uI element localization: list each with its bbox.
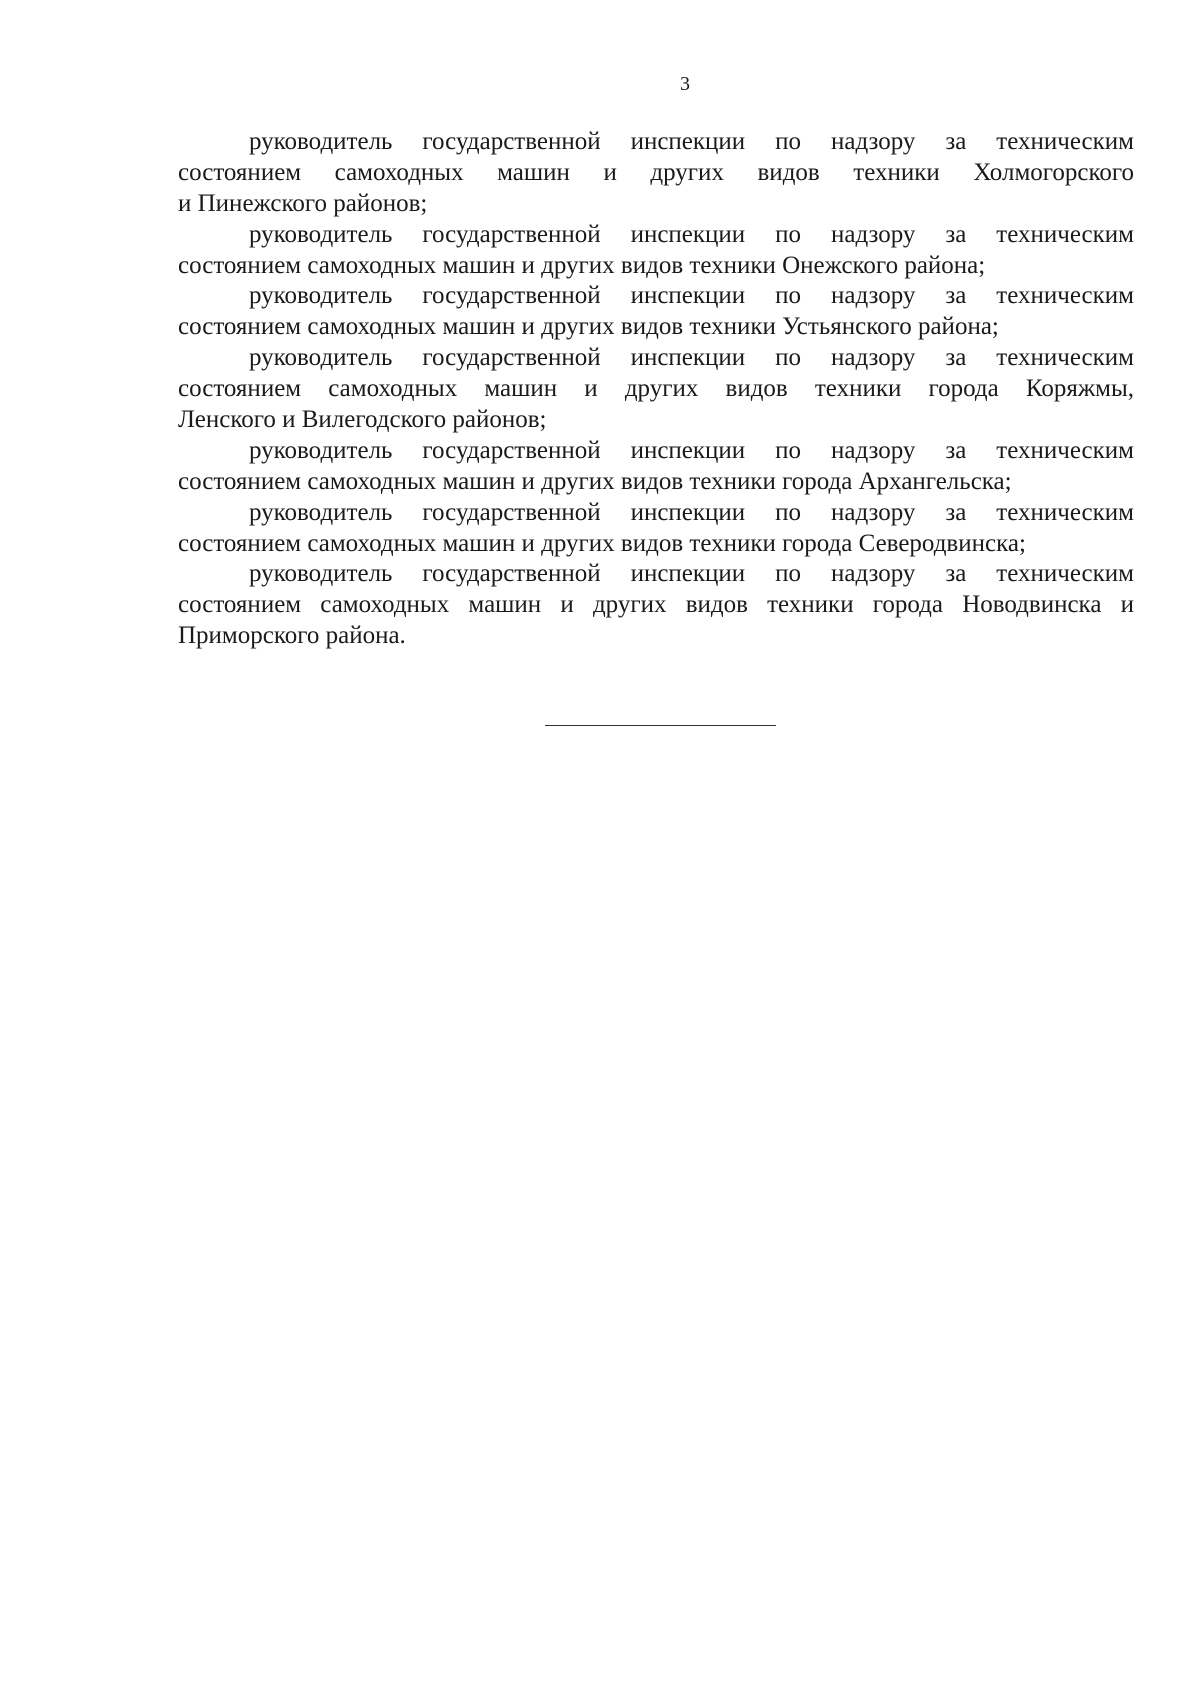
- text-line: состоянием самоходных машин и других видов техники города Новодвинска и: [178, 591, 1134, 619]
- text-line: руководитель государственной инспекции по надзору за техническим: [249, 282, 1134, 310]
- paragraph: [178, 436, 1134, 498]
- text-line: руководитель государственной инспекции по надзору за техническим: [249, 498, 1134, 526]
- paragraph: [178, 559, 1134, 652]
- text-line: руководитель государственной инспекции по надзору за техническим: [249, 128, 1134, 155]
- text-line: руководитель государственной инспекции по надзору за техническим: [249, 436, 1134, 464]
- text-line: состоянием самоходных машин и других видов техники города Коряжмы,: [178, 375, 1134, 403]
- text-line: руководитель государственной инспекции по надзору за техническим: [249, 560, 1134, 588]
- paragraph: [178, 127, 1134, 220]
- text-line: состоянием самоходных машин и других видов техники Устьянского района;: [178, 313, 999, 341]
- text-line: Приморского района.: [178, 622, 406, 650]
- text-line: состоянием самоходных машин и других видов техники города Северодвинска;: [178, 529, 1026, 557]
- text-line: состоянием самоходных машин и других видов техники Онежского района;: [178, 251, 986, 279]
- text-line: и Пинежского районов;: [178, 189, 428, 217]
- text-line: состоянием самоходных машин и других видов техники Холмогорского: [178, 158, 1134, 186]
- text-line: Ленского и Вилегодского районов;: [178, 406, 547, 434]
- end-separator-line: [545, 725, 776, 726]
- document-body: [178, 127, 1134, 652]
- page-number: 3: [680, 73, 690, 95]
- paragraph: [178, 498, 1134, 560]
- text-line: состоянием самоходных машин и других видов техники города Архангельска;: [178, 467, 1012, 495]
- text-line: руководитель государственной инспекции по надзору за техническим: [249, 220, 1134, 248]
- paragraph: [178, 281, 1134, 343]
- text-line: руководитель государственной инспекции по надзору за техническим: [249, 344, 1134, 372]
- paragraph: [178, 220, 1134, 282]
- paragraph: [178, 343, 1134, 436]
